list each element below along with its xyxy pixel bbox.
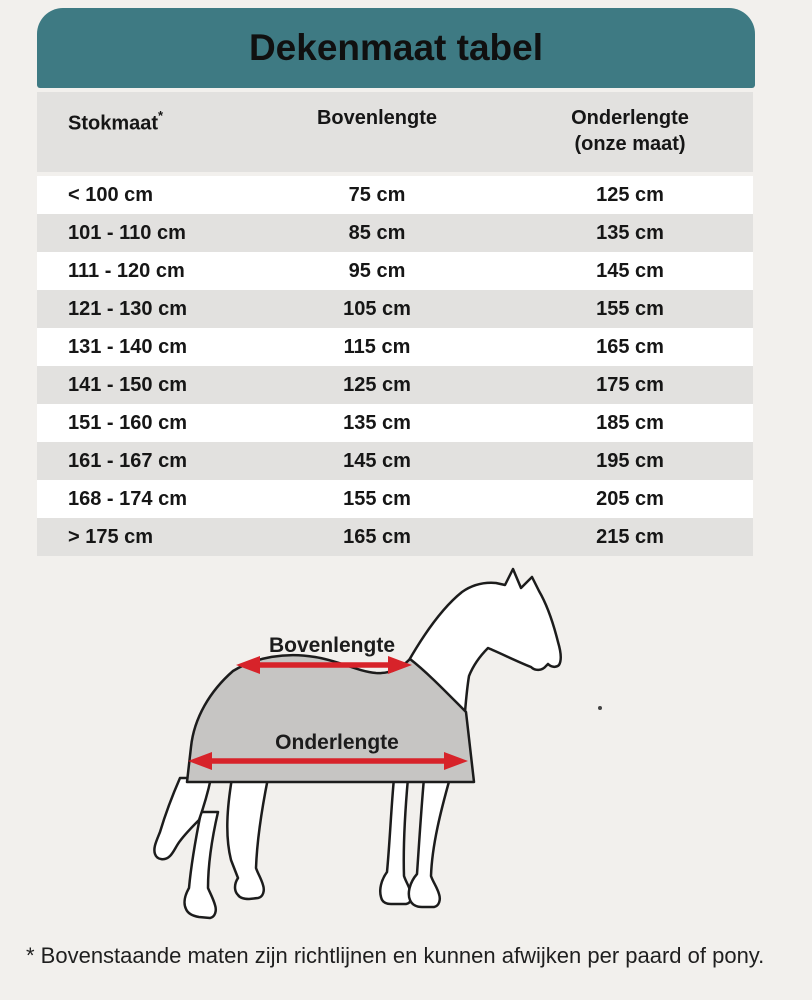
title-banner: [37, 8, 755, 88]
bovenlengte-cell: 165 cm: [343, 526, 411, 548]
onderlengte-cell: 165 cm: [596, 336, 664, 358]
table-row: [37, 480, 753, 518]
onderlengte-cell: 145 cm: [596, 260, 664, 282]
stokmaat-cell: 141 - 150 cm: [68, 374, 187, 396]
table-row: [37, 518, 753, 556]
bovenlengte-cell: 115 cm: [343, 336, 411, 358]
stokmaat-cell: 101 - 110 cm: [68, 222, 186, 244]
stokmaat-cell: > 175 cm: [68, 526, 154, 548]
bovenlengte-cell: 125 cm: [343, 374, 411, 396]
stokmaat-cell: 161 - 167 cm: [68, 450, 187, 472]
bovenlengte-cell: 135 cm: [343, 412, 411, 434]
bovenlengte-label: Bovenlengte: [268, 634, 396, 657]
footnote: * Bovenstaande maten zijn richtlijnen en kunnen afwijken per paard of pony.: [26, 943, 765, 968]
onderlengte-cell: 205 cm: [596, 488, 664, 510]
stokmaat-cell: 151 - 160 cm: [68, 412, 187, 434]
column-header-bovenlengte: Bovenlengte: [316, 107, 438, 129]
onderlengte-cell: 185 cm: [596, 412, 664, 434]
onderlengte-cell: 125 cm: [596, 184, 664, 206]
table-row: [37, 366, 753, 404]
column-header-onderlengte: Onderlengte (onze maat): [571, 107, 689, 155]
bovenlengte-cell: 155 cm: [343, 488, 411, 510]
table-row: [37, 442, 753, 480]
column-header-stokmaat: Stokmaat*: [68, 108, 164, 135]
table-row: [37, 214, 753, 252]
page-title: Dekenmaat tabel: [248, 27, 544, 68]
stokmaat-cell: 131 - 140 cm: [68, 336, 187, 358]
bovenlengte-cell: 85 cm: [348, 222, 406, 244]
horse-front-leg: [380, 778, 412, 904]
horse-blanket-diagram: [130, 555, 660, 940]
onderlengte-cell: 195 cm: [596, 450, 664, 472]
horse-front-leg: [409, 778, 450, 907]
stokmaat-cell: 111 - 120 cm: [68, 260, 185, 282]
table-header-row: [37, 92, 753, 172]
table-row: [37, 290, 753, 328]
table-row: [37, 328, 753, 366]
onderlengte-cell: 135 cm: [596, 222, 664, 244]
small-dot: [598, 706, 602, 710]
bovenlengte-cell: 105 cm: [343, 298, 411, 320]
stokmaat-cell: 121 - 130 cm: [68, 298, 187, 320]
stokmaat-cell: 168 - 174 cm: [68, 488, 187, 510]
table-row: [37, 176, 753, 214]
onderlengte-cell: 155 cm: [596, 298, 664, 320]
stokmaat-cell: < 100 cm: [68, 184, 154, 206]
footnote-marker: *: [158, 108, 164, 123]
table-row: [37, 252, 753, 290]
horse-hind-leg: [227, 778, 268, 899]
bovenlengte-cell: 145 cm: [343, 450, 411, 472]
table-row: [37, 404, 753, 442]
bovenlengte-cell: 95 cm: [348, 260, 406, 282]
size-table: [37, 176, 753, 556]
onderlengte-label: Onderlengte: [275, 731, 399, 754]
onderlengte-cell: 215 cm: [596, 526, 664, 548]
onderlengte-cell: 175 cm: [596, 374, 664, 396]
bovenlengte-cell: 75 cm: [348, 184, 406, 206]
